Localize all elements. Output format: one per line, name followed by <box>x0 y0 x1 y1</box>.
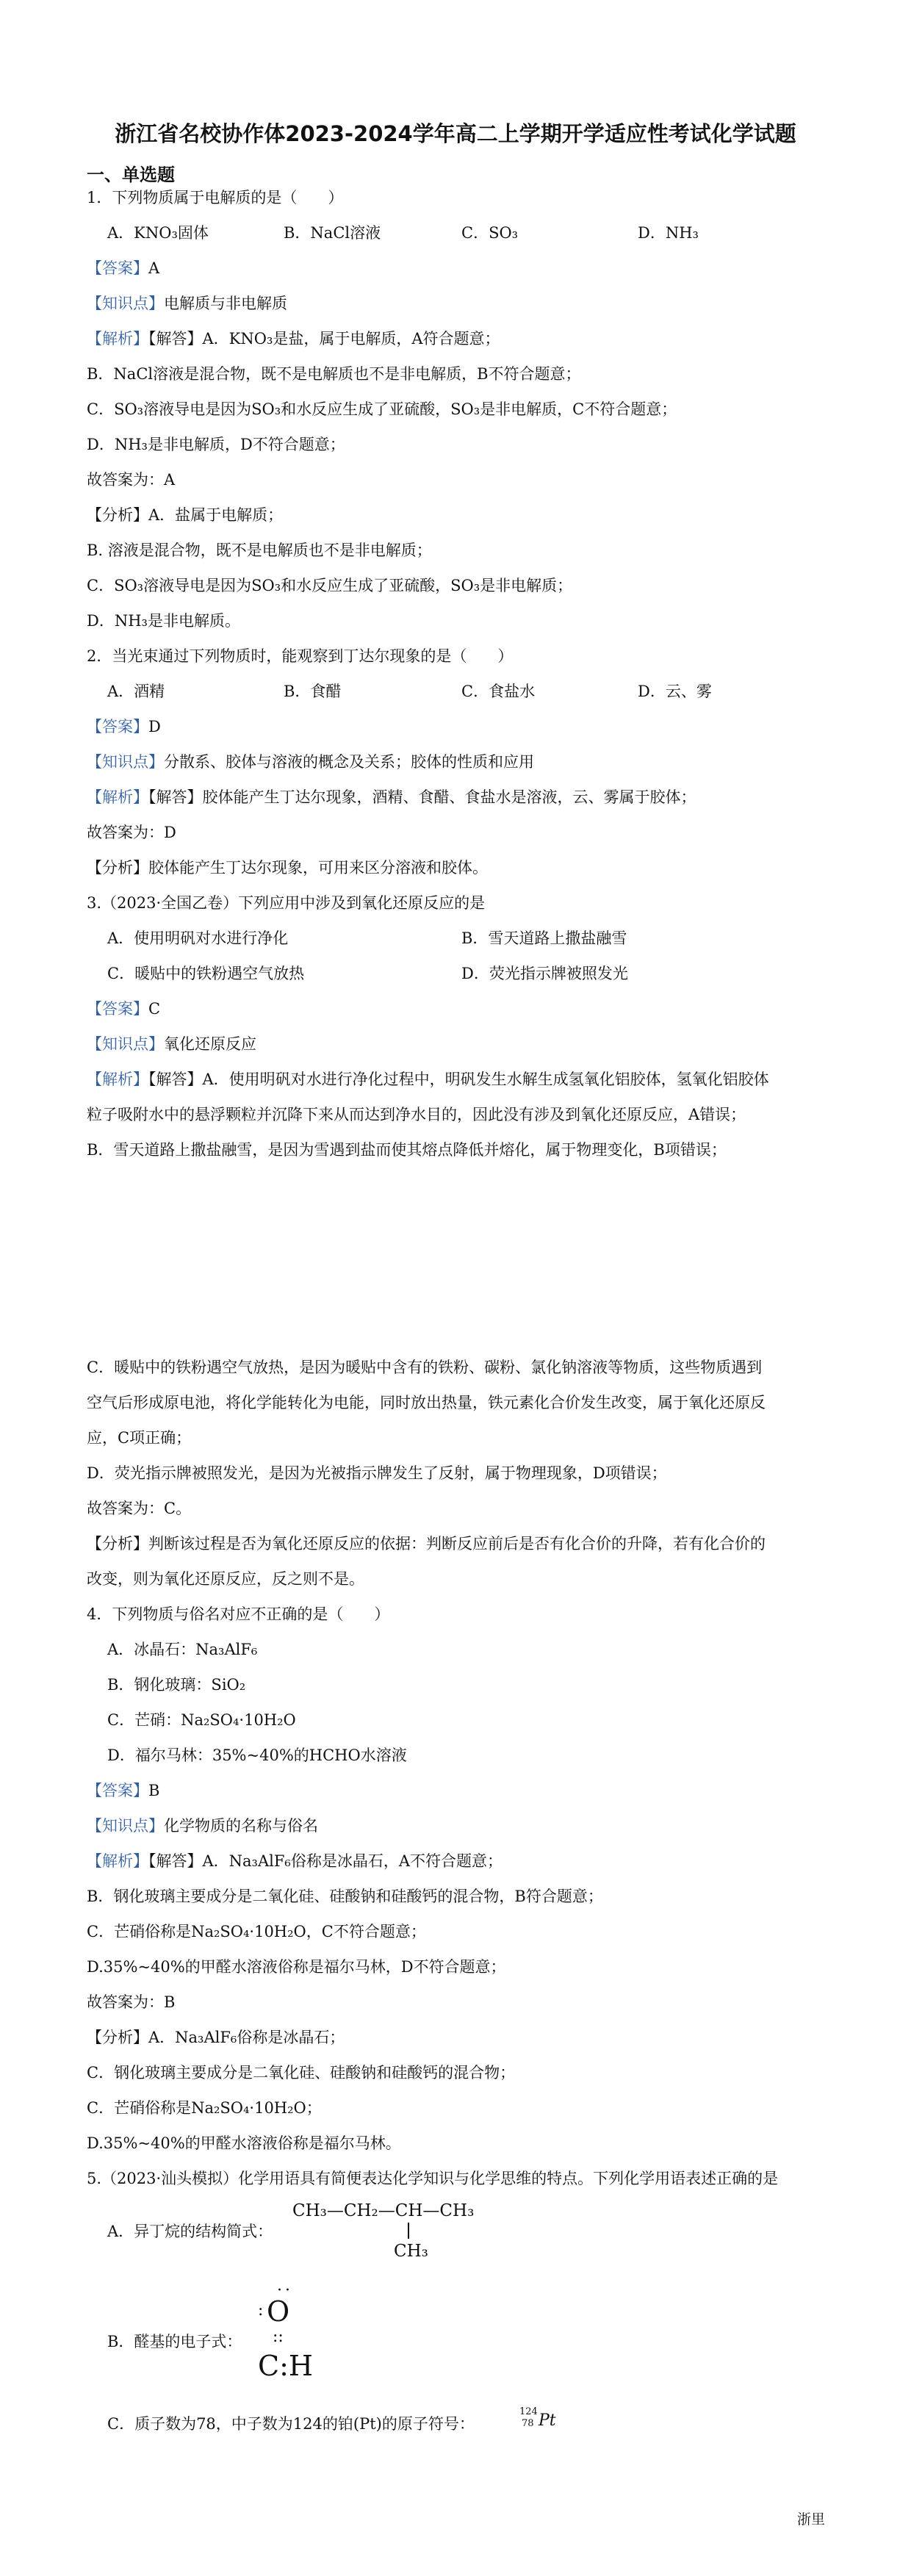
q4-option-c: C．芒硝：Na₂SO₄·10H₂O <box>107 1711 296 1729</box>
q3-analysis-line: C．暖贴中的铁粉遇空气放热，是因为暖贴中含有的铁粉、碳粉、氯化钠溶液等物质，这些物质遇到 <box>87 1359 763 1376</box>
answer-value: B <box>148 1782 160 1799</box>
q3-analysis-line: 空气后形成原电池，将化学能转化为电能，同时放出热量，铁元素化合价发生改变，属于氧化还原反 <box>87 1394 766 1411</box>
q1-analysis-line: D．NH₃是非电解质，D不符合题意； <box>87 436 345 453</box>
q1-analysis-line: B．NaCl溶液是混合物，既不是电解质也不是非电解质，B不符合题意； <box>87 365 581 383</box>
q2-analysis-line: 故答案为：D <box>87 824 176 841</box>
q2-analysis <box>87 786 829 808</box>
q3-analysis-line: B．雪天道路上撒盐融雪，是因为雪遇到盐而使其熔点降低并熔化，属于物理变化，B项错误； <box>87 1141 727 1159</box>
section-heading: 一、单选题 <box>87 165 175 185</box>
q3-option-b: B．雪天道路上撒盐融雪 <box>461 929 627 947</box>
analysis-tag: 【解析】 <box>87 330 148 348</box>
atomic-number: 78 <box>522 2418 534 2429</box>
q1-analysis <box>87 328 829 350</box>
answer-tag: 【答案】 <box>87 259 148 277</box>
q2-answer <box>87 716 829 738</box>
element-symbol: Pt <box>539 2411 556 2430</box>
q5-option-c: C．质子数为78，中子数为124的铂(Pt)的原子符号： <box>107 2415 475 2433</box>
q3-analysis-line: 应，C项正确； <box>87 1429 192 1447</box>
q4-stem: 4．下列物质与俗名对应不正确的是（ ） <box>87 1605 390 1623</box>
q4-knowledge-point <box>87 1815 829 1837</box>
platinum-nuclide-symbol <box>519 2407 571 2439</box>
analysis-tag: 【解析】 <box>87 788 148 806</box>
q2-knowledge-point <box>87 751 829 773</box>
q4-summary-line: C．芒硝俗称是Na₂SO₄·10H₂O； <box>87 2099 322 2117</box>
q4-analysis-line: D.35%~40%的甲醛水溶液俗称是福尔马林，D不符合题意； <box>87 1958 506 1976</box>
q3-option-d: D．荧光指示牌被照发光 <box>461 965 628 982</box>
analysis-text: 【解答】胶体能产生丁达尔现象，酒精、食醋、食盐水是溶液，云、雾属于胶体； <box>148 788 696 806</box>
answer-tag: 【答案】 <box>87 1782 148 1799</box>
shared-pair-dots: :: <box>273 2328 284 2346</box>
knowledge-tag: 【知识点】 <box>87 753 164 771</box>
q1-option-a: A．KNO₃固体 <box>107 224 209 242</box>
q4-analysis-line: 故答案为：B <box>87 1993 176 2011</box>
q1-analysis-line: C．SO₃溶液导电是因为SO₃和水反应生成了亚硫酸，SO₃是非电解质，C不符合题意； <box>87 400 677 418</box>
oxygen-atom: O <box>267 2295 290 2328</box>
lone-pair-dots: ·· <box>277 2281 293 2300</box>
q1-summary-line: C．SO₃溶液导电是因为SO₃和水反应生成了亚硫酸，SO₃是非电解质； <box>87 577 573 594</box>
q4-analysis-line: C．芒硝俗称是Na₂SO₄·10H₂O，C不符合题意； <box>87 1923 426 1940</box>
q2-summary-line: 【分析】胶体能产生丁达尔现象，可用来区分溶液和胶体。 <box>87 859 488 877</box>
q1-option-c: C．SO₃ <box>461 224 519 242</box>
lone-pair-dots: : <box>258 2301 264 2320</box>
q1-summary-line: 【分析】A．盐属于电解质； <box>87 506 284 524</box>
q2-option-d: D．云、雾 <box>638 683 712 700</box>
q4-option-d: D．福尔马林：35%~40%的HCHO水溶液 <box>107 1746 407 1764</box>
q3-summary-line: 改变，则为氧化还原反应，反之则不是。 <box>87 1570 364 1588</box>
answer-value: D <box>148 718 161 735</box>
q3-stem: 3.（2023·全国乙卷）下列应用中涉及到氧化还原反应的是 <box>87 894 486 912</box>
q4-summary-line: C．钢化玻璃主要成分是二氧化硅、硅酸钠和硅酸钙的混合物； <box>87 2064 516 2082</box>
knowledge-value: 电解质与非电解质 <box>164 295 287 312</box>
q3-option-c: C．暖贴中的铁粉遇空气放热 <box>107 965 305 982</box>
q5-option-a: A．异丁烷的结构简式： <box>107 2223 273 2240</box>
q1-analysis-line: 故答案为：A <box>87 471 176 489</box>
page-footer: 浙里 <box>797 2511 826 2528</box>
knowledge-tag: 【知识点】 <box>87 1817 164 1835</box>
answer-value: A <box>148 259 160 277</box>
q1-knowledge-point <box>87 292 829 314</box>
q1-stem: 1．下列物质属于电解质的是（ ） <box>87 189 344 206</box>
q3-knowledge-point <box>87 1033 829 1055</box>
analysis-tag: 【解析】 <box>87 1071 148 1088</box>
q1-option-d: D．NH₃ <box>638 224 699 242</box>
q1-answer <box>87 257 829 279</box>
knowledge-tag: 【知识点】 <box>87 295 164 312</box>
q3-analysis <box>87 1068 829 1090</box>
q4-summary-line: D.35%~40%的甲醛水溶液俗称是福尔马林。 <box>87 2134 401 2152</box>
q2-option-a: A．酒精 <box>107 683 165 700</box>
analysis-text: 【解答】A．使用明矾对水进行净化过程中，明矾发生水解生成氢氧化铝胶体，氢氧化铝胶体 <box>148 1071 769 1088</box>
carbon-hydrogen: C:H <box>258 2350 314 2382</box>
q4-summary-line: 【分析】A．Na₃AlF₆俗称是冰晶石； <box>87 2029 345 2046</box>
q3-analysis-line: D．荧光指示牌被照发光，是因为光被指示牌发生了反射，属于物理现象，D项错误； <box>87 1464 667 1482</box>
q2-option-b: B．食醋 <box>284 683 342 700</box>
q5-option-b: B．醛基的电子式： <box>107 2333 242 2350</box>
q2-option-c: C．食盐水 <box>461 683 536 700</box>
q1-summary-line: D．NH₃是非电解质。 <box>87 612 240 630</box>
q4-analysis <box>87 1850 829 1872</box>
knowledge-tag: 【知识点】 <box>87 1035 164 1053</box>
q4-analysis-line: B．钢化玻璃主要成分是二氧化硅、硅酸钠和硅酸钙的混合物，B符合题意； <box>87 1888 603 1905</box>
knowledge-value: 分散系、胶体与溶液的概念及关系；胶体的性质和应用 <box>164 753 534 771</box>
q3-analysis-line: 故答案为：C。 <box>87 1500 192 1517</box>
q1-summary-line: B. 溶液是混合物，既不是电解质也不是非电解质； <box>87 542 432 559</box>
q3-answer <box>87 998 829 1020</box>
isobutane-branch: CH₃ <box>394 2242 428 2261</box>
analysis-text: 【解答】A．KNO₃是盐，属于电解质，A符合题意； <box>148 330 500 348</box>
q4-option-b: B．钢化玻璃：SiO₂ <box>107 1676 246 1694</box>
q3-option-a: A．使用明矾对水进行净化 <box>107 929 289 947</box>
branch-bond <box>408 2223 409 2239</box>
q4-option-a: A．冰晶石：Na₃AlF₆ <box>107 1641 258 1658</box>
analysis-tag: 【解析】 <box>87 1852 148 1870</box>
q3-analysis-line: 粒子吸附水中的悬浮颗粒并沉降下来从而达到净水目的，因此没有涉及到氧化还原反应，A错误； <box>87 1106 746 1123</box>
q5-stem: 5.（2023·汕头模拟）化学用语具有简便表达化学知识与化学思维的特点。下列化学用语表述正确的是 <box>87 2170 779 2187</box>
page-title: 浙江省名校协作体2023-2024学年高二上学期开学适应性考试化学试题 <box>115 121 796 146</box>
knowledge-value: 氧化还原反应 <box>164 1035 256 1053</box>
mass-number: 124 <box>519 2406 538 2417</box>
q3-summary-line: 【分析】判断该过程是否为氧化还原反应的依据：判断反应前后是否有化合价的升降，若有化合价的 <box>87 1535 766 1553</box>
q2-stem: 2．当光束通过下列物质时，能观察到丁达尔现象的是（ ） <box>87 647 514 665</box>
answer-value: C <box>148 1000 161 1018</box>
q4-answer <box>87 1780 829 1802</box>
answer-tag: 【答案】 <box>87 1000 148 1018</box>
q1-option-b: B．NaCl溶液 <box>284 224 381 242</box>
analysis-text: 【解答】A．Na₃AlF₆俗称是冰晶石，A不符合题意； <box>148 1852 503 1870</box>
knowledge-value: 化学物质的名称与俗名 <box>164 1817 318 1835</box>
answer-tag: 【答案】 <box>87 718 148 735</box>
aldehyde-lewis-structure <box>256 2281 337 2388</box>
isobutane-main-chain: CH₃—CH₂—CH—CH₃ <box>292 2201 475 2220</box>
